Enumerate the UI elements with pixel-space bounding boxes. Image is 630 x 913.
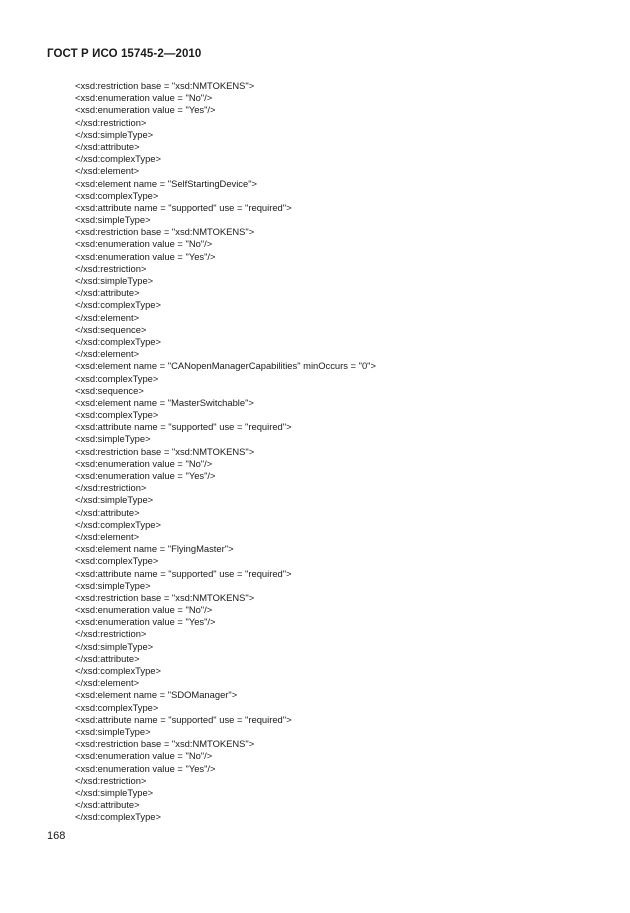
code-line: <xsd:element name = "FlyingMaster">: [75, 543, 234, 555]
code-line: </xsd:complexType>: [75, 811, 161, 823]
code-line: <xsd:element name = "SelfStartingDevice">: [75, 177, 258, 189]
code-line: </xsd:simpleType>: [75, 640, 154, 652]
code-line: </xsd:element>: [75, 311, 140, 323]
code-line: </xsd:simpleType>: [75, 494, 154, 506]
code-line: <xsd:attribute name = "supported" use = "required">: [75, 567, 292, 579]
code-line: <xsd:enumeration value = "Yes"/>: [75, 250, 216, 262]
code-line: <xsd:enumeration value = "Yes"/>: [75, 104, 216, 116]
page-title: ГОСТ Р ИСО 15745-2—2010: [47, 48, 202, 60]
code-line: <xsd:restriction base = "xsd:NMTOKENS">: [75, 80, 255, 91]
code-line: </xsd:element>: [75, 530, 140, 542]
code-line: </xsd:restriction>: [75, 628, 147, 640]
code-line: <xsd:simpleType>: [75, 579, 151, 591]
code-line: </xsd:sequence>: [75, 323, 147, 335]
code-line: <xsd:restriction base = "xsd:NMTOKENS">: [75, 591, 255, 603]
code-line: </xsd:complexType>: [75, 299, 161, 311]
code-line: <xsd:simpleType>: [75, 214, 151, 226]
code-line: </xsd:restriction>: [75, 262, 147, 274]
code-line: <xsd:enumeration value = "No"/>: [75, 238, 213, 250]
code-line: <xsd:restriction base = "xsd:NMTOKENS">: [75, 738, 255, 750]
code-line: <xsd:complexType>: [75, 189, 159, 201]
code-line: </xsd:simpleType>: [75, 786, 154, 798]
code-line: <xsd:attribute name = "supported" use = "required">: [75, 201, 292, 213]
code-line: </xsd:simpleType>: [75, 128, 154, 140]
code-line: </xsd:restriction>: [75, 774, 147, 786]
code-line: <xsd:element name = "SDOManager">: [75, 689, 238, 701]
code-line: <xsd:restriction base = "xsd:NMTOKENS">: [75, 445, 255, 457]
code-line: <xsd:complexType>: [75, 555, 159, 567]
code-line: <xsd:element name = "MasterSwitchable">: [75, 396, 254, 408]
code-line: <xsd:simpleType>: [75, 725, 151, 737]
code-line: <xsd:enumeration value = "Yes"/>: [75, 762, 216, 774]
code-line: </xsd:complexType>: [75, 335, 161, 347]
code-line: </xsd:element>: [75, 165, 140, 177]
code-line: </xsd:complexType>: [75, 153, 161, 165]
code-line: </xsd:attribute>: [75, 799, 140, 811]
code-line: <xsd:attribute name = "supported" use = "required">: [75, 713, 292, 725]
code-line: <xsd:complexType>: [75, 409, 159, 421]
code-line: <xsd:enumeration value = "No"/>: [75, 750, 213, 762]
code-line: <xsd:enumeration value = "Yes"/>: [75, 616, 216, 628]
code-line: <xsd:element name = "CANopenManagerCapabilities" minOccurs = "0">: [75, 360, 376, 372]
xsd-code-listing: [75, 80, 376, 823]
page-number: 168: [47, 830, 66, 842]
code-line: </xsd:restriction>: [75, 116, 147, 128]
code-line: </xsd:simpleType>: [75, 275, 154, 286]
code-line: </xsd:attribute>: [75, 140, 140, 152]
code-line: </xsd:attribute>: [75, 652, 140, 664]
code-line: <xsd:enumeration value = "Yes"/>: [75, 470, 216, 481]
code-line: </xsd:element>: [75, 348, 140, 360]
code-line: </xsd:attribute>: [75, 506, 140, 518]
code-line: <xsd:attribute name = "supported" use = "required">: [75, 421, 292, 433]
code-line: <xsd:enumeration value = "No"/>: [75, 604, 213, 616]
code-line: </xsd:restriction>: [75, 482, 147, 494]
code-line: <xsd:restriction base = "xsd:NMTOKENS">: [75, 226, 255, 238]
code-line: <xsd:enumeration value = "No"/>: [75, 92, 213, 104]
code-line: </xsd:element>: [75, 677, 140, 689]
code-line: <xsd:sequence>: [75, 384, 144, 396]
code-line: </xsd:complexType>: [75, 665, 161, 676]
code-line: </xsd:attribute>: [75, 287, 140, 299]
code-line: <xsd:complexType>: [75, 701, 159, 713]
code-line: <xsd:complexType>: [75, 372, 159, 384]
code-line: </xsd:complexType>: [75, 518, 161, 530]
code-line: <xsd:enumeration value = "No"/>: [75, 457, 213, 469]
code-line: <xsd:simpleType>: [75, 433, 151, 445]
